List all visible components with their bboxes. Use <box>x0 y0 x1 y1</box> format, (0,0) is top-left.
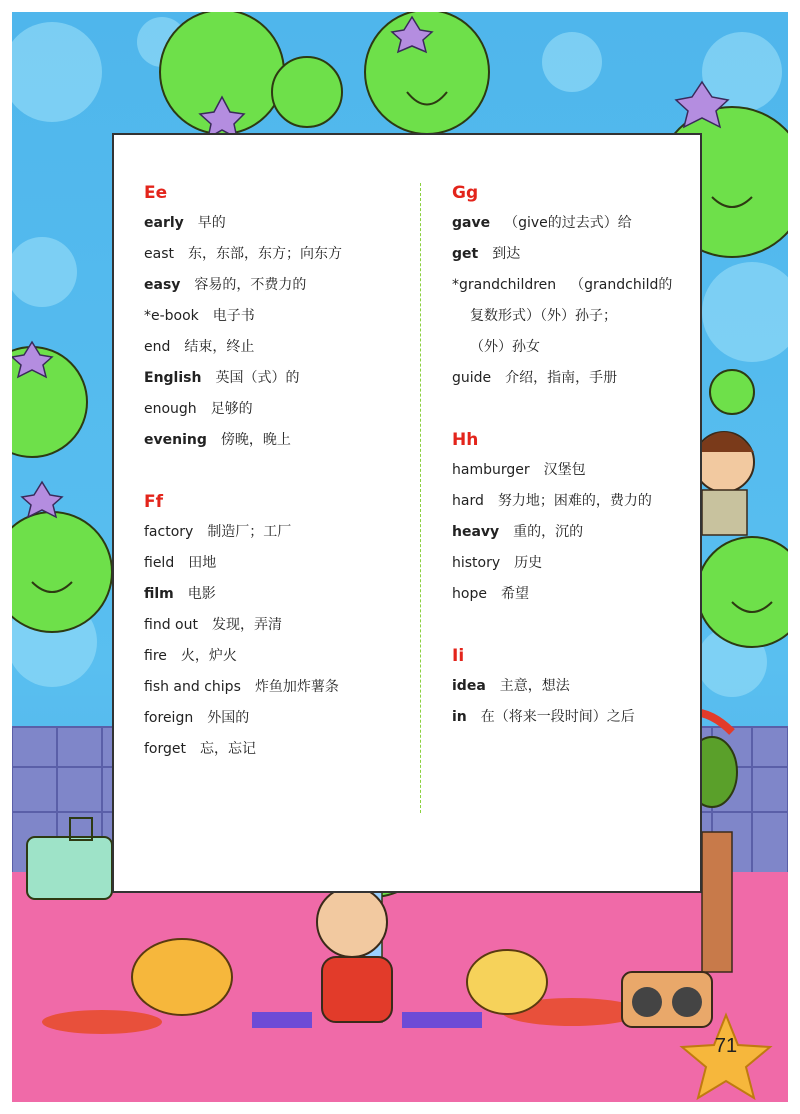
entry-meaning: 足够的 <box>210 401 253 417</box>
entry-word: factory <box>144 524 194 540</box>
vocabulary-entry <box>144 579 414 610</box>
section-letter: Ii <box>452 646 465 666</box>
entry-meaning: 结束，终止 <box>184 339 255 355</box>
entry-meaning: 电子书 <box>212 308 255 324</box>
entry-meaning: 希望 <box>500 586 529 602</box>
vocabulary-entry <box>452 332 697 363</box>
entry-meaning: 主意，想法 <box>499 678 570 694</box>
vocabulary-entry <box>144 672 414 703</box>
entry-word: English <box>144 370 202 386</box>
entry-word: *e-book <box>144 308 199 324</box>
boy-character <box>694 432 754 535</box>
entry-meaning: 容易的，不费力的 <box>194 277 307 293</box>
entry-word: film <box>144 586 174 602</box>
entry-meaning: 制造厂；工厂 <box>207 524 292 540</box>
entry-meaning: 发现，弄清 <box>211 617 282 633</box>
entry-meaning: 田地 <box>188 555 217 571</box>
section-letter: Ff <box>144 492 164 512</box>
vocabulary-entry <box>144 517 414 548</box>
vocabulary-entry <box>144 425 414 456</box>
vocabulary-entry <box>144 703 414 734</box>
entry-meaning: 傍晚，晚上 <box>220 432 291 448</box>
vocabulary-entry <box>452 270 697 301</box>
vocabulary-entry <box>144 332 414 363</box>
vocabulary-entry <box>144 239 414 270</box>
entry-meaning: 东，东部，东方；向东方 <box>187 246 342 262</box>
column-divider <box>420 183 421 813</box>
entry-word: hope <box>452 586 487 602</box>
entry-meaning: 汉堡包 <box>543 462 586 478</box>
entry-word: find out <box>144 617 198 633</box>
entry-meaning: 在（将来一段时间）之后 <box>480 709 635 725</box>
entry-word: fish and chips <box>144 679 241 695</box>
entry-meaning: 英国（式）的 <box>215 370 300 386</box>
left-column <box>144 178 414 796</box>
entry-word: easy <box>144 277 181 293</box>
entry-word: early <box>144 215 184 231</box>
entry-word: get <box>452 246 479 262</box>
vocabulary-entry <box>452 239 697 270</box>
entry-meaning: 早的 <box>197 215 226 231</box>
entry-word: history <box>452 555 501 571</box>
entry-meaning: 忘，忘记 <box>200 741 256 757</box>
vocabulary-card <box>112 133 702 893</box>
entry-meaning: 外国的 <box>207 710 250 726</box>
entry-word: guide <box>452 370 492 386</box>
vocabulary-entry <box>452 517 697 548</box>
entry-word: end <box>144 339 171 355</box>
vocabulary-entry <box>144 363 414 394</box>
entry-word: forget <box>144 741 186 757</box>
entry-word: gave <box>452 215 491 231</box>
vocabulary-entry <box>452 671 697 702</box>
entry-word: in <box>452 709 467 725</box>
vocabulary-entry <box>452 579 697 610</box>
entry-word: hard <box>452 493 484 509</box>
letter-section <box>452 178 697 394</box>
entry-word: enough <box>144 401 197 417</box>
vocabulary-entry <box>452 301 697 332</box>
vocabulary-entry <box>144 270 414 301</box>
entry-meaning: 火，炉火 <box>180 648 237 664</box>
letter-section <box>452 641 697 733</box>
page-number-badge <box>686 1007 766 1087</box>
vocabulary-entry <box>144 301 414 332</box>
illustrated-page <box>12 12 788 1102</box>
vocabulary-entry <box>452 486 697 517</box>
entry-meaning: 历史 <box>514 555 543 571</box>
entry-meaning: 复数形式）（外）孙子； <box>470 308 617 324</box>
entry-word: foreign <box>144 710 194 726</box>
vocabulary-entry <box>144 734 414 765</box>
entry-meaning: 介绍，指南，手册 <box>505 370 618 386</box>
vocabulary-entry <box>452 455 697 486</box>
section-letter: Gg <box>452 183 479 203</box>
entry-meaning: （give的过去式）给 <box>504 215 632 231</box>
vocabulary-entry <box>452 548 697 579</box>
entry-meaning: 电影 <box>187 586 216 602</box>
section-letter: Hh <box>452 430 479 450</box>
entry-meaning: （外）孙女 <box>470 339 540 355</box>
entry-meaning: 炸鱼加炸薯条 <box>254 679 339 695</box>
vocabulary-entry <box>452 702 697 733</box>
letter-section <box>144 178 414 456</box>
right-column <box>452 178 697 764</box>
letter-section <box>144 487 414 765</box>
entry-word: heavy <box>452 524 500 540</box>
letter-section <box>452 425 697 610</box>
entry-word: hamburger <box>452 462 530 478</box>
entry-meaning: 到达 <box>492 246 521 262</box>
entry-word: fire <box>144 648 167 664</box>
vocabulary-entry <box>144 610 414 641</box>
vocabulary-entry <box>452 208 697 239</box>
section-letter: Ee <box>144 183 168 203</box>
vocabulary-entry <box>144 394 414 425</box>
vocabulary-entry <box>144 208 414 239</box>
vocabulary-entry <box>144 641 414 672</box>
entry-word: field <box>144 555 175 571</box>
vocabulary-entry <box>452 363 697 394</box>
entry-meaning: 重的，沉的 <box>513 524 584 540</box>
entry-meaning: 努力地；困难的，费力的 <box>497 493 652 509</box>
page-number: 71 <box>714 1035 738 1057</box>
entry-word: *grandchildren <box>452 277 557 293</box>
entry-meaning: （grandchild的 <box>570 277 673 293</box>
entry-word: evening <box>144 432 207 448</box>
entry-word: idea <box>452 678 486 694</box>
vocabulary-entry <box>144 548 414 579</box>
entry-word: east <box>144 246 174 262</box>
